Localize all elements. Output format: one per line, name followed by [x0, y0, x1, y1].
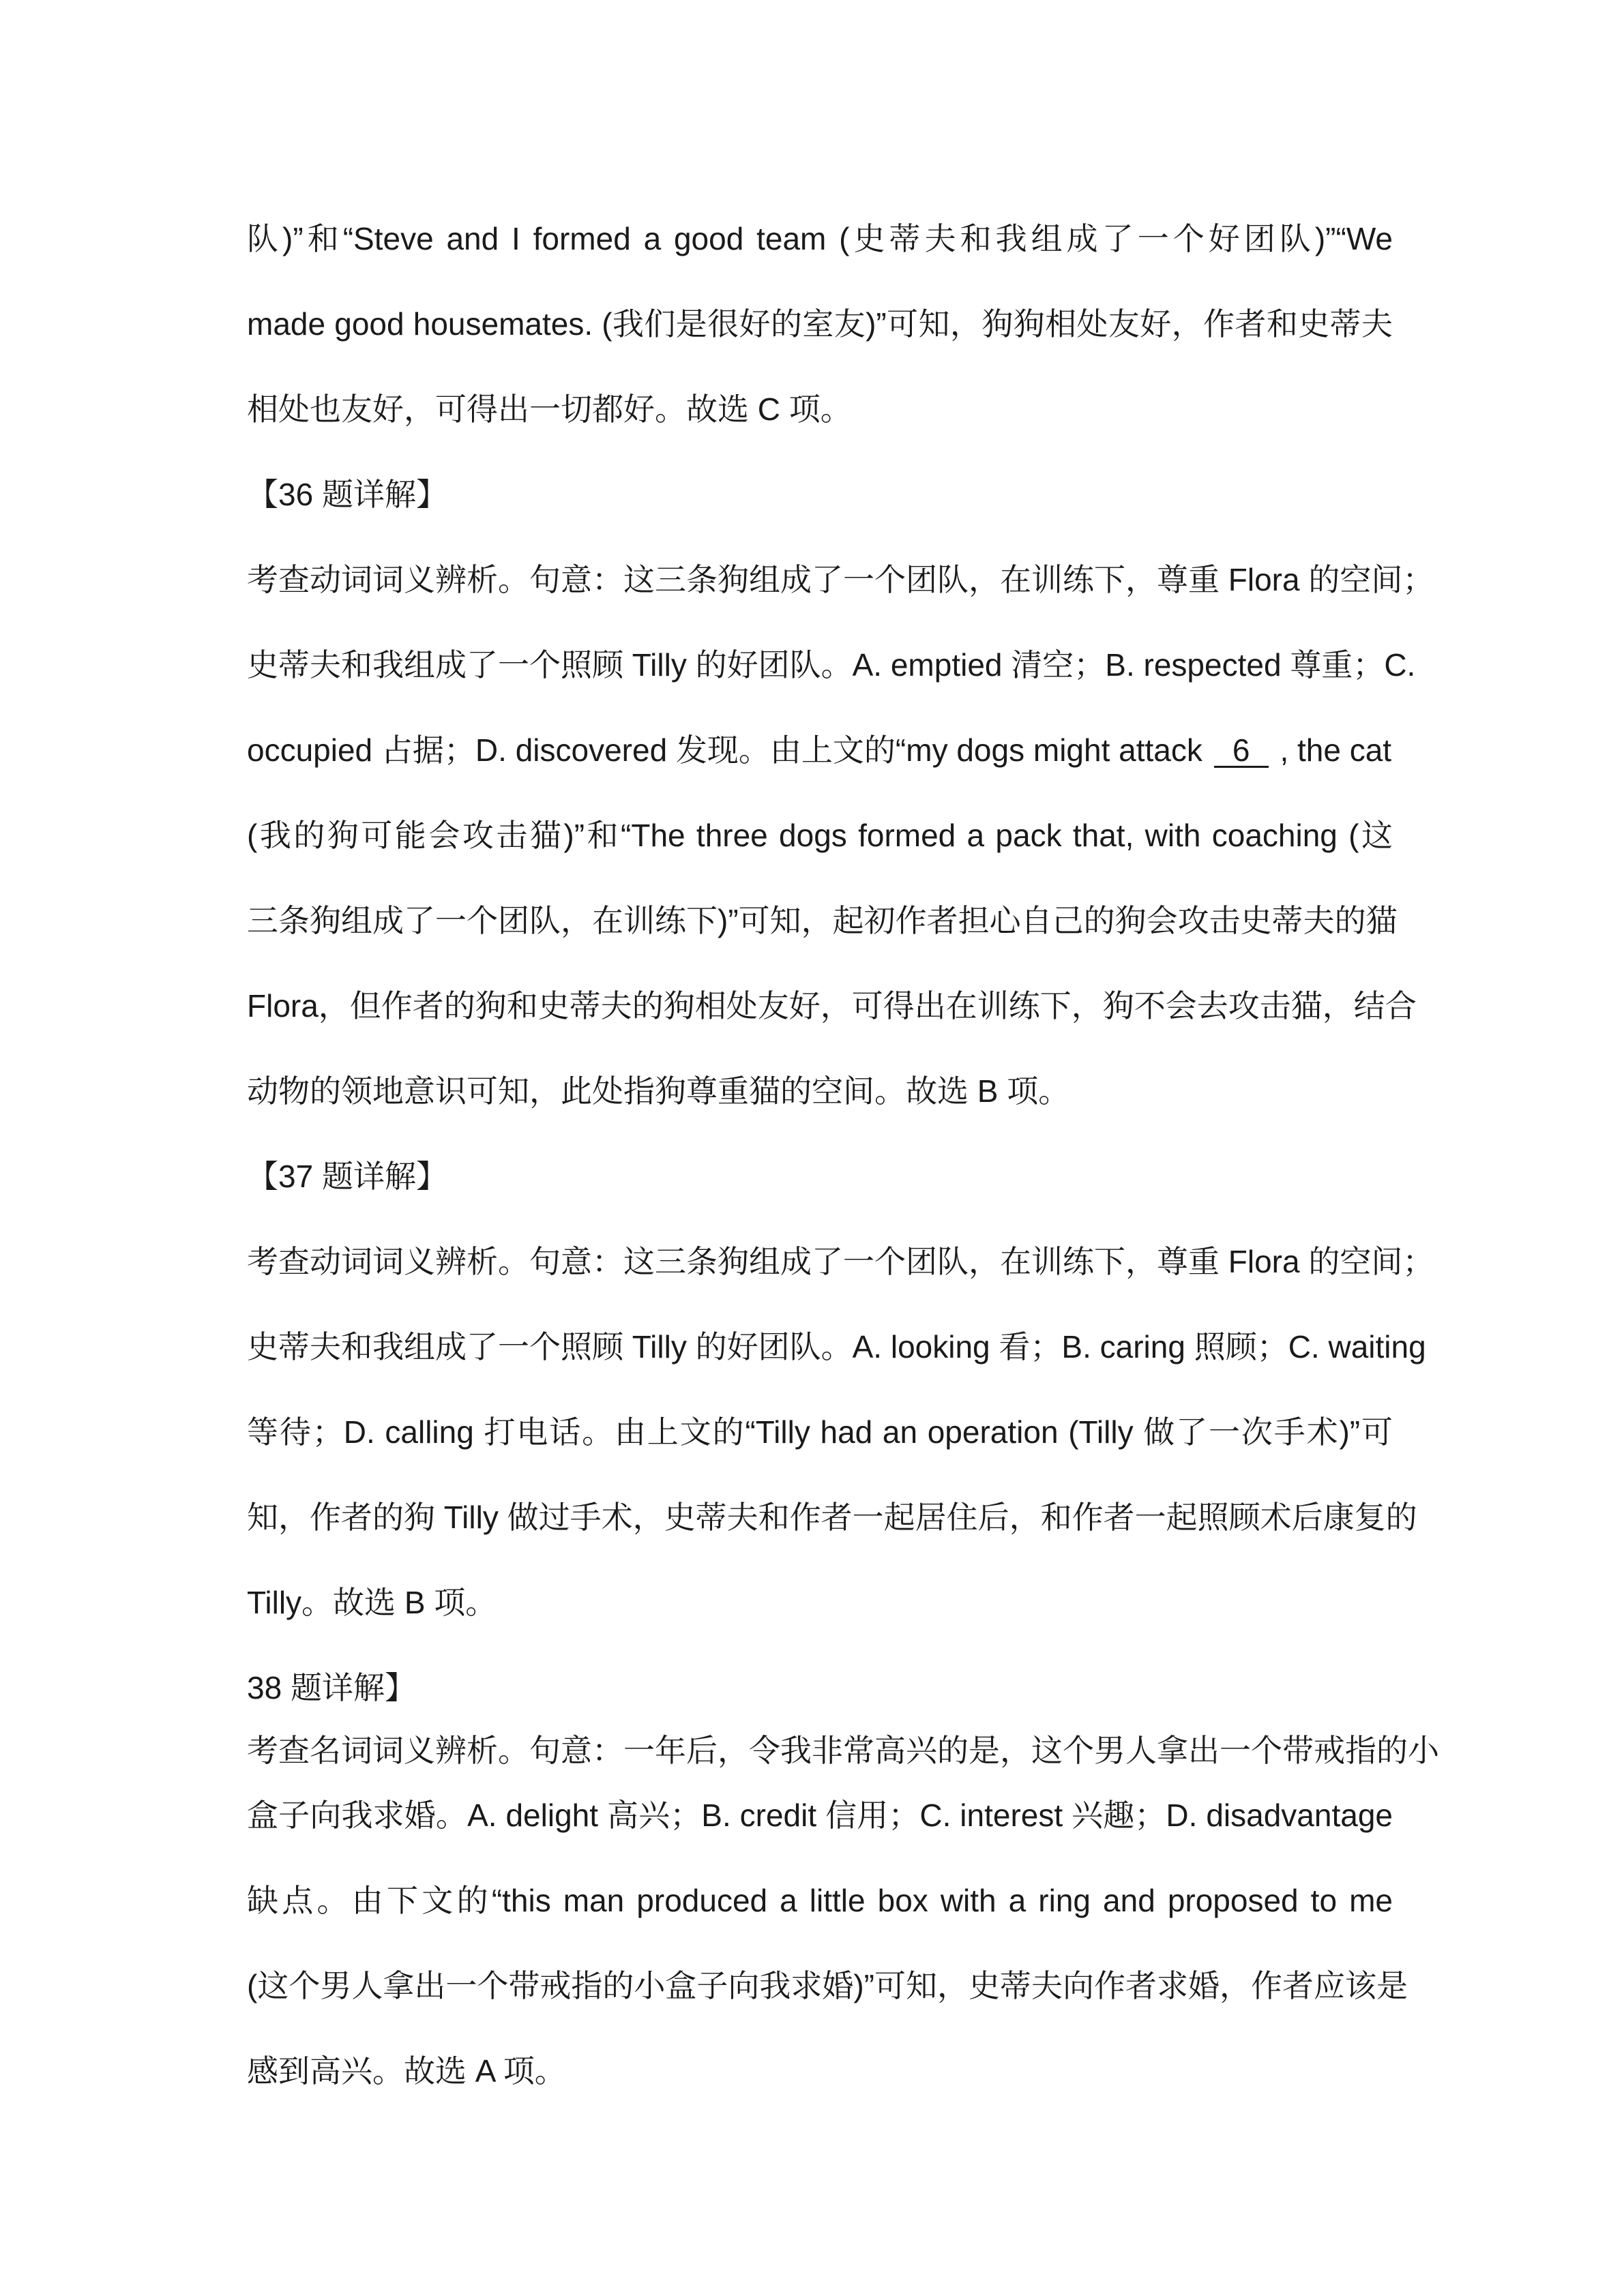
q36-line-3-text: occupied 占据；D. discovered 发现。由上文的“my dogs might attack — [247, 732, 1202, 768]
q38-heading: 38 题详解】 — [247, 1670, 416, 1705]
q37-line-3: 等待；D. calling 打电话。由上文的“Tilly had an operation (Tilly 做了一次手术)”可 — [247, 1414, 1393, 1450]
q38-line-2: 盒子向我求婚。A. delight 高兴；B. credit 信用；C. interest 兴趣；D. disadvantage — [247, 1798, 1393, 1833]
q37-line-4: 知，作者的狗 Tilly 做过手术，史蒂夫和作者一起居住后，和作者一起照顾术后康复的 — [247, 1500, 1417, 1535]
q36-line-4: (我的狗可能会攻击猫)”和“The three dogs formed a pack that, with coaching (这 — [247, 818, 1393, 853]
q38-line-3: 缺点。由下文的“this man produced a little box with a ring and proposed to me — [247, 1883, 1393, 1918]
q36-blank-number: 6 — [1214, 734, 1269, 768]
q38-line-5: 感到高兴。故选 A 项。 — [247, 2053, 566, 2089]
q38-line-1: 考查名词词义辨析。句意：一年后，令我非常高兴的是，这个男人拿出一个带戒指的小 — [247, 1733, 1439, 1768]
q36-line-7: 动物的领地意识可知，此处指狗尊重猫的空间。故选 B 项。 — [247, 1073, 1070, 1109]
intro-line-3: 相处也友好，可得出一切都好。故选 C 项。 — [247, 391, 852, 427]
q36-heading: 【36 题详解】 — [247, 477, 447, 512]
q38-line-4: (这个男人拿出一个带戒指的小盒子向我求婚)”可知，史蒂夫向作者求婚，作者应该是 — [247, 1968, 1408, 2003]
intro-line-2: made good housemates. (我们是很好的室友)”可知，狗狗相处友好，作者和史蒂夫 — [247, 306, 1393, 342]
q37-line-2: 史蒂夫和我组成了一个照顾 Tilly 的好团队。A. looking 看；B. caring 照顾；C. waiting — [247, 1329, 1426, 1365]
q36-line-3 — [247, 730, 1393, 771]
q36-line-3-tail: , the cat — [1280, 732, 1392, 768]
q36-line-6: Flora，但作者的狗和史蒂夫的狗相处友好，可得出在训练下，狗不会去攻击猫，结合 — [247, 988, 1417, 1024]
q37-line-1: 考查动词词义辨析。句意：这三条狗组成了一个团队，在训练下，尊重 Flora 的空间； — [247, 1244, 1434, 1279]
intro-line-1: 队)”和“Steve and I formed a good team (史蒂夫和我组成了一个好团队)”“We — [247, 221, 1393, 256]
q37-heading: 【37 题详解】 — [247, 1159, 447, 1194]
q36-line-5: 三条狗组成了一个团队，在训练下)”可知，起初作者担心自己的狗会攻击史蒂夫的猫 — [247, 903, 1398, 938]
q36-line-1: 考查动词词义辨析。句意：这三条狗组成了一个团队，在训练下，尊重 Flora 的空间； — [247, 562, 1434, 597]
q36-line-2: 史蒂夫和我组成了一个照顾 Tilly 的好团队。A. emptied 清空；B. respected 尊重；C. — [247, 647, 1416, 683]
q37-line-5: Tilly。故选 B 项。 — [247, 1585, 497, 1620]
